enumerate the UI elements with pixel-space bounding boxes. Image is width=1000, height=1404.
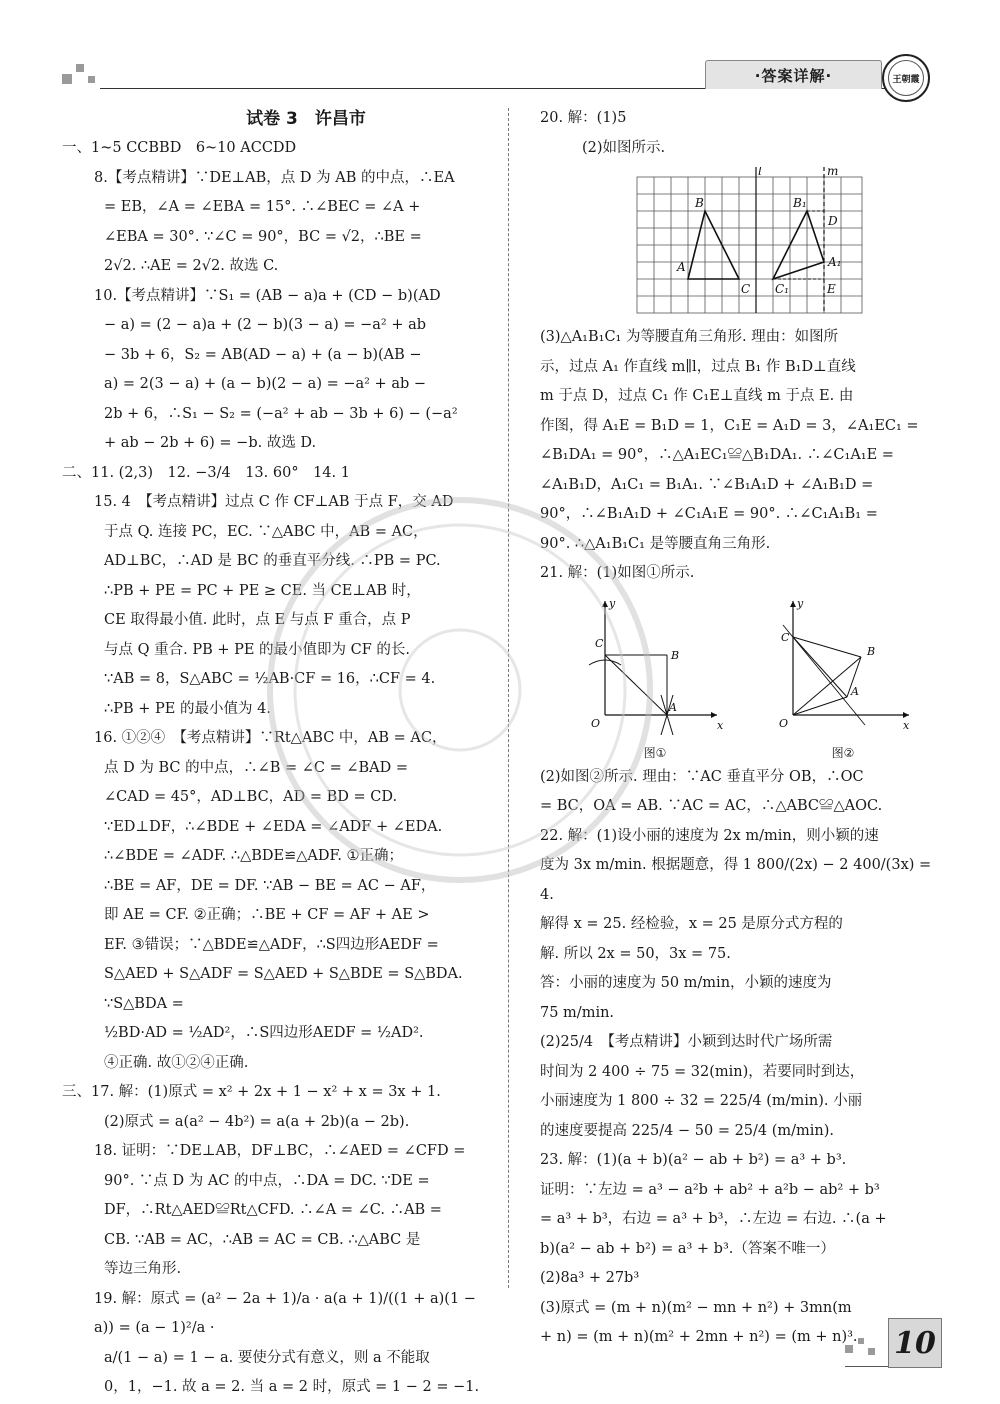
answer-line: (3)△A₁B₁C₁ 为等腰直角三角形. 理由：如图所 bbox=[540, 329, 839, 345]
fig1-label-o: O bbox=[591, 716, 601, 730]
answer-line: ∴PB + PE 的最小值为 4. bbox=[104, 700, 271, 717]
label-m: m bbox=[827, 167, 839, 178]
answer-line: 90°. ∴△A₁B₁C₁ 是等腰直角三角形. bbox=[540, 535, 771, 552]
grid-figure-svg bbox=[635, 167, 865, 315]
answer-line: 22. 解：(1)设小丽的速度为 2x m/min，则小颖的速 bbox=[540, 827, 879, 844]
answer-line: 90°. ∵点 D 为 AC 的中点，∴DA = DC. ∵DE = bbox=[104, 1172, 430, 1189]
fig2-label-a: A bbox=[851, 684, 859, 698]
answer-line: ∠EBA = 30°. ∵∠C = 90°，BC = √2，∴BE = bbox=[104, 228, 422, 245]
column-divider bbox=[508, 108, 509, 1288]
header-square-3 bbox=[88, 76, 95, 83]
answer-line: 18. 证明：∵DE⊥AB，DF⊥BC，∴∠AED = ∠CFD = bbox=[94, 1143, 466, 1159]
brand-badge bbox=[882, 54, 930, 102]
page-number: 10 bbox=[888, 1318, 942, 1368]
answer-line: 10.【考点精讲】∵S₁ = (AB − a)a + (CD − b)(AD bbox=[94, 287, 441, 304]
answer-line: = BC，OA = AB. ∵AC = AC，∴△ABC≌△AOC. bbox=[540, 798, 883, 814]
answer-line: 23. 解：(1)(a + b)(a² − ab + b²) = a³ + b³. bbox=[540, 1152, 847, 1168]
answer-line: (2)25/4 【考点精讲】小颖到达时代广场所需 bbox=[540, 1034, 833, 1050]
axes-figures bbox=[585, 595, 940, 761]
fig1-label-y: y bbox=[609, 596, 616, 610]
answer-line: 75 m/min. bbox=[540, 1004, 615, 1021]
answer-line: ∵AB = 8，S△ABC = ½AB·CF = 16，∴CF = 4. bbox=[104, 671, 436, 687]
answer-line: 8.【考点精讲】∵DE⊥AB，点 D 为 AB 的中点，∴EA bbox=[94, 169, 455, 186]
label-a1: A₁ bbox=[828, 255, 842, 269]
answer-line: 于点 Q. 连接 PC，EC. ∵△ABC 中，AB = AC， bbox=[104, 523, 428, 540]
answer-line: + n) = (m + n)(m² + 2mn + n²) = (m + n)³. bbox=[540, 1329, 858, 1345]
answer-line: CB. ∵AB = AC，∴AB = AC = CB. ∴△ABC 是 bbox=[104, 1231, 421, 1248]
fig2-label-o: O bbox=[779, 716, 789, 730]
fig2-label-b: B bbox=[867, 644, 876, 658]
answer-line: AD⊥BC，∴AD 是 BC 的垂直平分线. ∴PB = PC. bbox=[104, 553, 441, 569]
answer-line: − 3b + 6，S₂ = AB(AD − a) + (a − b)(AB − bbox=[104, 346, 422, 363]
answer-line: 二、11. (2,3) 12. −3/4 13. 60° 14. 1 bbox=[62, 464, 350, 481]
answer-line: 与点 Q 重合. PB + PE 的最小值即为 CF 的长. bbox=[104, 641, 411, 658]
answer-line: DF，∴Rt△AED≌Rt△CFD. ∴∠A = ∠C. ∴AB = bbox=[104, 1202, 442, 1218]
answer-line: − a) = (2 − a)a + (2 − b)(3 − a) = −a² + ab bbox=[104, 317, 427, 333]
answer-line: 解得 x = 25. 经检验，x = 25 是原分式方程的 bbox=[540, 916, 843, 932]
label-c: C bbox=[741, 282, 751, 296]
answer-line: 15. 4 【考点精讲】过点 C 作 CF⊥AB 于点 F，交 AD bbox=[94, 494, 454, 510]
answer-line: 即 AE = CF. ②正确；∴BE + CF = AF + AE > bbox=[104, 907, 430, 923]
answer-line: a/(1 − a) = 1 − a. 要使分式有意义，则 a 不能取 bbox=[104, 1349, 430, 1366]
answer-line: 示，过点 A₁ 作直线 m∥l，过点 B₁ 作 B₁D⊥直线 bbox=[540, 358, 856, 375]
answer-line: 2b + 6，∴S₁ − S₂ = (−a² + ab − 3b + 6) − (−a² bbox=[104, 405, 458, 422]
answer-line: 19. 解：原式 = (a² − 2a + 1)/a · a(a + 1)/((1 + a)(1 − a)) = (a − 1)²/a · bbox=[94, 1290, 476, 1336]
fig2-label-x: x bbox=[903, 718, 910, 732]
answer-line: = a³ + b³，右边 = a³ + b³，∴左边 = 右边. ∴(a + bbox=[540, 1211, 887, 1227]
footer-square-3 bbox=[868, 1348, 875, 1355]
answer-line: 答：小丽的速度为 50 m/min，小颖的速度为 bbox=[540, 975, 832, 991]
answer-line: ½BD·AD = ½AD²，∴S四边形AEDF = ½AD². bbox=[104, 1025, 424, 1041]
answer-line: CE 取得最小值. 此时，点 E 与点 F 重合，点 P bbox=[104, 612, 411, 628]
answer-line: 等边三角形. bbox=[104, 1261, 182, 1277]
answer-line: 时间为 2 400 ÷ 75 = 32(min)，若要同时到达， bbox=[540, 1063, 865, 1080]
figure-1-svg bbox=[585, 595, 725, 745]
answer-line: a) = 2(3 − a) + (a − b)(2 − a) = −a² + ab − bbox=[104, 376, 427, 392]
fig2-label-y: y bbox=[797, 596, 804, 610]
answer-line: ∵ED⊥DF，∴∠BDE + ∠EDA = ∠ADF + ∠EDA. bbox=[104, 818, 443, 835]
answer-line: 一、1~5 CCBBD 6~10 ACCDD bbox=[62, 140, 297, 156]
label-a: A bbox=[677, 260, 686, 274]
answer-line: 作图，得 A₁E = B₁D = 1，C₁E = A₁D = 3，∠A₁EC₁ = bbox=[540, 417, 919, 434]
paper-title: 试卷 3 许昌市 bbox=[246, 109, 366, 129]
caption-figure-1: 图① bbox=[643, 745, 667, 760]
answer-line: 度为 3x m/min. 根据题意，得 1 800/(2x) − 2 400/(3x) = 4. bbox=[540, 857, 932, 903]
answer-line: 21. 解：(1)如图①所示. bbox=[540, 565, 695, 581]
footer-rule bbox=[845, 1366, 888, 1367]
fig1-label-b: B bbox=[671, 648, 680, 662]
answer-line: 解. 所以 2x = 50，3x = 75. bbox=[540, 945, 731, 962]
answer-line: 点 D 为 BC 的中点，∴∠B = ∠C = ∠BAD = bbox=[104, 759, 409, 776]
answer-line: 小丽速度为 1 800 ÷ 32 = 225/4 (m/min). 小丽 bbox=[540, 1093, 863, 1109]
fig2-label-c: C bbox=[781, 630, 790, 644]
answer-line: ∴∠BDE = ∠ADF. ∴△BDE≌△ADF. ①正确； bbox=[104, 848, 404, 864]
answer-line: 证明：∵左边 = a³ − a²b + ab² + a²b − ab² + b³ bbox=[540, 1181, 880, 1198]
figure-1 bbox=[585, 595, 725, 761]
fig1-label-x: x bbox=[717, 718, 724, 732]
footer-square-2 bbox=[858, 1338, 864, 1344]
label-e: E bbox=[827, 282, 836, 296]
answer-line: (2)如图②所示. 理由：∵AC 垂直平分 OB，∴OC bbox=[540, 768, 864, 785]
answer-line: 的速度要提高 225/4 − 50 = 25/4 (m/min). bbox=[540, 1122, 835, 1139]
answer-line: (3)原式 = (m + n)(m² − mn + n²) + 3mn(m bbox=[540, 1299, 852, 1316]
answer-line: ∠A₁B₁D，A₁C₁ = B₁A₁. ∵∠B₁A₁D + ∠A₁B₁D = bbox=[540, 476, 874, 493]
answer-line: ∴PB + PE = PC + PE ≥ CE. 当 CE⊥AB 时， bbox=[104, 582, 421, 599]
header-square-1 bbox=[62, 74, 72, 84]
answer-line: ∠B₁DA₁ = 90°，∴△A₁EC₁≌△B₁DA₁. ∴∠C₁A₁E = bbox=[540, 447, 894, 463]
figure-2-svg bbox=[773, 595, 913, 745]
answer-line: EF. ③错误；∵△BDE≌△ADF，∴S四边形AEDF = bbox=[104, 936, 439, 953]
answer-line: (2)8a³ + 27b³ bbox=[540, 1270, 640, 1286]
answer-line: (2)如图所示. bbox=[582, 139, 666, 156]
label-c1: C₁ bbox=[775, 282, 789, 296]
answer-line: = EB，∠A = ∠EBA = 15°. ∴∠BEC = ∠A + bbox=[104, 199, 421, 215]
answer-line: 16. ①②④ 【考点精讲】∵Rt△ABC 中，AB = AC， bbox=[94, 730, 447, 746]
answer-line: 20. 解：(1)5 bbox=[540, 110, 627, 126]
answer-line: 90°，∴∠B₁A₁D + ∠C₁A₁E = 90°. ∴∠C₁A₁B₁ = bbox=[540, 506, 878, 522]
answer-line: + ab − 2b + 6) = −b. 故选 D. bbox=[104, 435, 317, 451]
brand-badge-text: 王朝霞 bbox=[888, 60, 924, 96]
label-d: D bbox=[828, 214, 838, 228]
caption-figure-2: 图② bbox=[831, 745, 855, 760]
answer-line: S△AED + S△ADF = S△AED + S△BDE = S△BDA. ∵S△BDA = bbox=[104, 966, 463, 1012]
answer-line: (2)原式 = a(a² − 4b²) = a(a + 2b)(a − 2b). bbox=[104, 1113, 410, 1130]
answer-line: ∠CAD = 45°，AD⊥BC，AD = BD = CD. bbox=[104, 789, 398, 805]
answer-line: ∴BE = AF，DE = DF. ∵AB − BE = AC − AF， bbox=[104, 877, 436, 894]
label-b1: B₁ bbox=[793, 196, 807, 210]
label-l: l bbox=[758, 167, 762, 178]
fig1-label-c: C bbox=[595, 636, 604, 650]
answer-line: 三、17. 解：(1)原式 = x² + 2x + 1 − x² + x = 3x + 1. bbox=[62, 1084, 441, 1100]
answer-line: 0，1，−1. 故 a = 2. 当 a = 2 时，原式 = 1 − 2 = −1. bbox=[104, 1379, 480, 1395]
header-square-2 bbox=[76, 64, 84, 72]
answer-detail-tab: ·答案详解· bbox=[705, 60, 882, 89]
label-b: B bbox=[695, 196, 704, 210]
left-column bbox=[62, 104, 490, 1403]
grid-figure bbox=[635, 167, 865, 315]
answer-line: ④正确. 故①②④正确. bbox=[104, 1054, 249, 1071]
answer-line: 2√2. ∴AE = 2√2. 故选 C. bbox=[104, 258, 279, 274]
fig1-label-a: A bbox=[669, 700, 677, 714]
right-column bbox=[540, 104, 940, 1353]
answer-line: m 于点 D，过点 C₁ 作 C₁E⊥直线 m 于点 E. 由 bbox=[540, 388, 854, 404]
figure-2 bbox=[773, 595, 913, 761]
footer-square-1 bbox=[845, 1345, 853, 1353]
answer-line: b)(a² − ab + b²) = a³ + b³.（答案不唯一） bbox=[540, 1240, 835, 1257]
